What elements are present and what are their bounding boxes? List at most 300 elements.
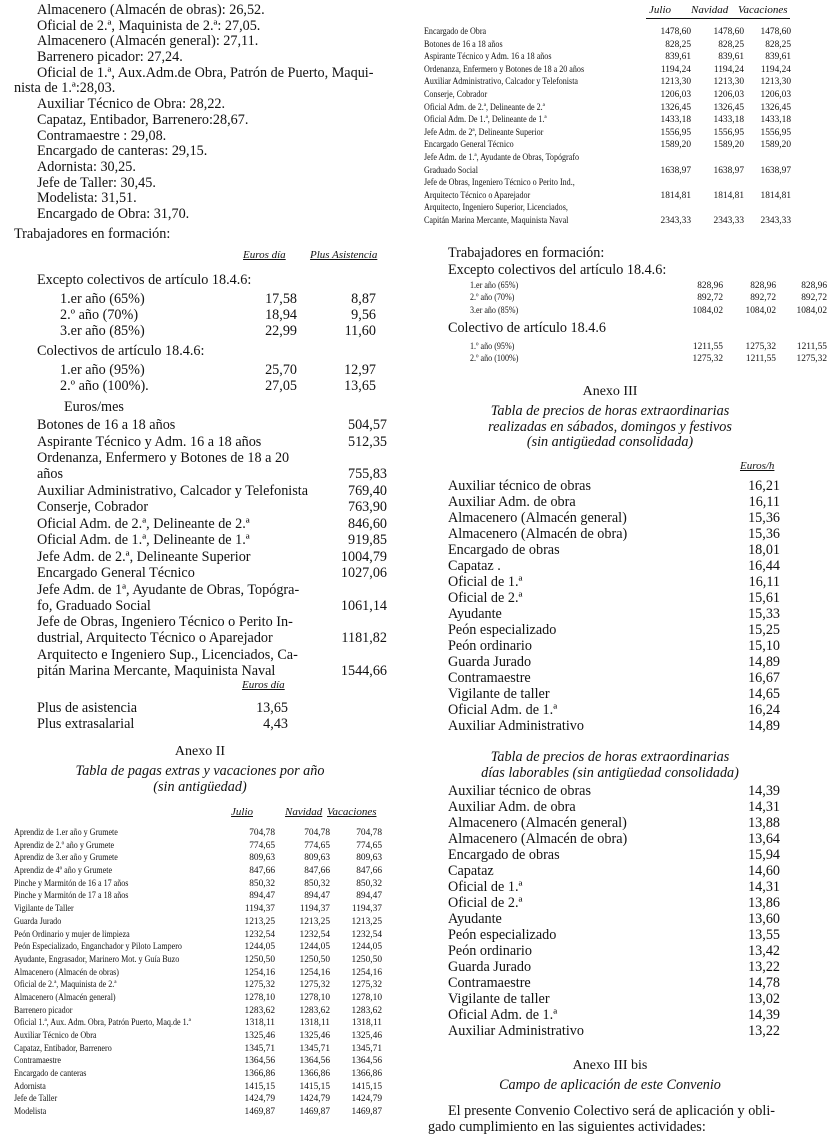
table-row bbox=[14, 1017, 382, 1030]
row-label: Botones de 16 a 18 años bbox=[424, 39, 503, 50]
row-vacaciones: 1638,97 bbox=[760, 165, 791, 176]
row-value: 15,33 bbox=[748, 606, 780, 622]
row-vacaciones: 1254,16 bbox=[351, 967, 382, 978]
row-vacaciones: 1345,71 bbox=[351, 1043, 382, 1054]
row-vacaciones: 828,96 bbox=[801, 281, 827, 291]
r-coll-table bbox=[470, 341, 827, 366]
row-vacaciones: 1366,86 bbox=[351, 1069, 382, 1080]
row-value: 1181,82 bbox=[341, 630, 387, 646]
table-row bbox=[37, 516, 387, 533]
row-julio: 1364,56 bbox=[244, 1056, 275, 1067]
row-label: 2.º año (70%) bbox=[60, 307, 139, 323]
row-label: 1.er año (65%) bbox=[470, 281, 519, 291]
row-navidad: 1213,25 bbox=[299, 916, 330, 927]
coll-title: Colectivos de artículo 18.4.6: bbox=[37, 343, 205, 359]
row-label: 2.º año (70%) bbox=[470, 293, 515, 304]
table-row bbox=[448, 590, 780, 606]
table-row bbox=[448, 606, 780, 622]
row-label: Encargado General Técnico bbox=[37, 565, 195, 581]
row-value-b: 12,97 bbox=[344, 362, 376, 378]
row-vacaciones: 1415,15 bbox=[351, 1081, 382, 1092]
row-vacaciones: 1469,87 bbox=[351, 1107, 382, 1118]
row-navidad: 1478,60 bbox=[713, 27, 744, 37]
table-row bbox=[37, 450, 387, 483]
row-julio: 1254,16 bbox=[244, 967, 275, 978]
row-vacaciones: 1211,55 bbox=[796, 342, 827, 352]
row-julio: 1194,37 bbox=[244, 904, 275, 915]
row-navidad: 1254,16 bbox=[299, 967, 330, 978]
row-vacaciones: 1275,32 bbox=[796, 354, 827, 365]
row-label: Oficial Adm. de 1.ª bbox=[448, 1007, 558, 1023]
row-value-a: 18,94 bbox=[265, 307, 297, 323]
row-label: Auxiliar Administrativo, Calcador y Telefonista bbox=[37, 482, 309, 499]
row-vacaciones: 1250,50 bbox=[351, 954, 382, 965]
row-value-b: 8,87 bbox=[351, 291, 376, 307]
r-except-table bbox=[470, 280, 827, 317]
table-row bbox=[14, 890, 382, 903]
row-julio: 1638,97 bbox=[660, 165, 691, 176]
table-row bbox=[448, 959, 780, 975]
row-label: Jefe Adm. de 1ª, Ayudante de Obras, Topógra- bbox=[37, 581, 300, 598]
row-julio: 828,96 bbox=[697, 281, 723, 291]
row-value: 512,35 bbox=[347, 433, 387, 450]
final-paragraph-1: El presente Convenio Colectivo será de aplicación y obli- bbox=[448, 1103, 775, 1119]
row-vacaciones: 1194,24 bbox=[760, 64, 791, 75]
r-col-vacaciones: Vacaciones bbox=[738, 4, 788, 16]
row-value: 16,11 bbox=[748, 494, 780, 510]
table-row bbox=[448, 1007, 780, 1023]
row-julio: 847,66 bbox=[249, 866, 275, 877]
table-row bbox=[14, 1093, 382, 1106]
row-label-2: Graduado Social bbox=[424, 165, 478, 176]
row-julio: 828,25 bbox=[665, 39, 691, 50]
table-row bbox=[448, 847, 780, 863]
row-label: Botones de 16 a 18 años bbox=[37, 417, 176, 433]
row-vacaciones: 1325,46 bbox=[351, 1031, 382, 1041]
table-row bbox=[60, 291, 380, 307]
table-row bbox=[448, 831, 780, 847]
row-navidad: 828,25 bbox=[718, 39, 744, 50]
row-navidad: 894,47 bbox=[304, 891, 330, 902]
except-table bbox=[60, 291, 380, 339]
table-row bbox=[14, 827, 382, 840]
row-label: Auxiliar Adm. de obra bbox=[448, 494, 576, 510]
table-row bbox=[470, 292, 827, 304]
row-label: Oficial Adm. de 2.ª, Delineante de 2.ª bbox=[37, 515, 250, 532]
row-vacaciones: 1283,62 bbox=[351, 1005, 382, 1016]
row-vacaciones: 850,32 bbox=[356, 878, 382, 889]
row-label: Almacenero (Almacén general) bbox=[14, 992, 116, 1003]
table-row bbox=[448, 558, 780, 574]
row-vacaciones: 1433,18 bbox=[760, 115, 791, 126]
r-coll-title: Colectivo de artículo 18.4.6 bbox=[448, 320, 606, 336]
table-row bbox=[37, 700, 387, 716]
anexo3bis-title: Anexo III bis bbox=[572, 1058, 648, 1073]
anexo3-sub-3: (sin antigüedad consolidada) bbox=[526, 434, 694, 450]
row-label: Aspirante Técnico y Adm. 16 a 18 años bbox=[37, 433, 262, 450]
row-navidad: 828,96 bbox=[750, 281, 776, 291]
laborables-table bbox=[448, 783, 780, 1039]
row-label: Oficial de 1.ª bbox=[448, 879, 523, 895]
row-vacaciones: 1556,95 bbox=[760, 127, 791, 138]
row-vacaciones: 892,72 bbox=[801, 293, 827, 304]
table-row bbox=[37, 434, 387, 451]
row-label: Auxiliar técnico de obras bbox=[448, 783, 592, 799]
row-label: Jefe Adm. de 2ª, Delineante Superior bbox=[424, 127, 544, 138]
row-julio: 1084,02 bbox=[692, 305, 723, 316]
table-row bbox=[448, 686, 780, 702]
row-label: Oficial de 2.ª bbox=[448, 590, 523, 606]
row-value: 13,60 bbox=[748, 911, 780, 927]
row-label: Jefe de Obras, Ingeniero Técnico o Perito Ind., bbox=[424, 178, 575, 189]
table-row bbox=[448, 526, 780, 542]
row-value: 16,24 bbox=[748, 702, 780, 718]
row-label: 1.er año (65%) bbox=[60, 291, 145, 307]
table-row bbox=[14, 852, 382, 865]
row-label: Vigilante de taller bbox=[448, 991, 550, 1007]
row-value: 4,43 bbox=[263, 716, 288, 732]
row-vacaciones: 1364,56 bbox=[351, 1056, 382, 1067]
salary-line: Encargado de Obra: 31,70. bbox=[37, 205, 190, 222]
row-julio: 1433,18 bbox=[660, 115, 691, 126]
table-row bbox=[470, 341, 827, 353]
table-row bbox=[448, 879, 780, 895]
table-row bbox=[37, 647, 387, 680]
row-vacaciones: 1589,20 bbox=[760, 140, 791, 151]
salary-line: Modelista: 31,51. bbox=[37, 190, 137, 207]
table-row bbox=[448, 943, 780, 959]
r-anexo2-table bbox=[424, 26, 791, 228]
except-title: Excepto colectivos de artículo 18.4.6: bbox=[37, 272, 252, 288]
table-row bbox=[14, 878, 382, 891]
table-row bbox=[14, 903, 382, 916]
row-vacaciones: 839,61 bbox=[765, 52, 791, 63]
row-label: 1.er año (95%) bbox=[60, 362, 145, 378]
row-value: 13,22 bbox=[748, 959, 780, 975]
row-value: 14,65 bbox=[748, 686, 780, 702]
row-label: Guarda Jurado bbox=[448, 959, 532, 975]
row-navidad: 1364,56 bbox=[299, 1056, 330, 1067]
row-label: Peón Ordinario y mujer de limpieza bbox=[14, 929, 130, 940]
row-julio: 1345,71 bbox=[244, 1043, 275, 1054]
anexo2-table bbox=[14, 827, 382, 1119]
row-value: 13,86 bbox=[748, 895, 780, 911]
table-row bbox=[14, 967, 382, 980]
euros-h-heading: Euros/h bbox=[740, 460, 775, 472]
row-label: Encargado de Obra bbox=[424, 27, 487, 37]
row-label: Almacenero (Almacén general) bbox=[448, 815, 627, 831]
row-value: 13,55 bbox=[748, 927, 780, 943]
r-trainees-title: Trabajadores en formación: bbox=[448, 245, 605, 261]
table-row bbox=[448, 622, 780, 638]
row-label: 2.º año (100%) bbox=[470, 354, 519, 365]
laborables-sub-2: días laborables (sin antigüedad consolidada) bbox=[481, 765, 739, 781]
row-julio: 1326,45 bbox=[660, 102, 691, 113]
salary-line: Contramaestre : 29,08. bbox=[37, 127, 167, 144]
row-value: 14,78 bbox=[748, 975, 780, 991]
row-label: Plus de asistencia bbox=[37, 700, 138, 716]
row-julio: 1213,25 bbox=[244, 916, 275, 927]
table-row bbox=[448, 478, 780, 494]
table-row bbox=[448, 991, 780, 1007]
row-label: Peón especializado bbox=[448, 622, 557, 638]
table-row bbox=[448, 911, 780, 927]
anexo2-subtitle-2: (sin antigüedad) bbox=[153, 779, 247, 795]
row-navidad: 1211,55 bbox=[745, 354, 776, 365]
anexo2-title: Anexo II bbox=[174, 744, 226, 759]
row-label: Vigilante de Taller bbox=[14, 904, 74, 915]
row-value: 919,85 bbox=[347, 532, 387, 548]
table-row bbox=[14, 1068, 382, 1081]
row-navidad: 1469,87 bbox=[299, 1107, 330, 1118]
row-navidad: 1084,02 bbox=[745, 305, 776, 316]
row-value: 15,61 bbox=[748, 590, 780, 606]
plus-col-heading: Euros día bbox=[242, 679, 285, 691]
row-label: Plus extrasalarial bbox=[37, 716, 135, 732]
row-label: Ayudante bbox=[448, 911, 502, 927]
row-navidad: 1556,95 bbox=[713, 127, 744, 138]
row-vacaciones: 1213,25 bbox=[351, 916, 382, 927]
table-row bbox=[448, 654, 780, 670]
salary-line: Adornista: 30,25. bbox=[37, 158, 136, 175]
row-label: Peón Especializado, Enganchador y Piloto Lampero bbox=[14, 942, 182, 953]
row-vacaciones: 2343,33 bbox=[760, 215, 791, 226]
row-vacaciones: 828,25 bbox=[765, 39, 791, 50]
table-row bbox=[424, 89, 791, 102]
row-label: Ayudante, Engrasador, Marinero Mot. y Guía Buzo bbox=[14, 954, 180, 965]
row-value: 15,36 bbox=[748, 510, 780, 526]
row-navidad: 850,32 bbox=[304, 878, 330, 889]
row-vacaciones: 1318,11 bbox=[351, 1018, 382, 1029]
row-vacaciones: 1326,45 bbox=[760, 102, 791, 113]
table-row bbox=[448, 638, 780, 654]
row-label: Oficial Adm. de 1.ª bbox=[448, 702, 558, 718]
table-row bbox=[14, 992, 382, 1005]
row-value: 14,31 bbox=[748, 879, 780, 895]
table-row bbox=[14, 1106, 382, 1119]
row-value: 14,89 bbox=[748, 654, 780, 670]
row-navidad: 1814,81 bbox=[713, 190, 744, 201]
row-value: 18,01 bbox=[748, 542, 780, 558]
row-julio: 1211,55 bbox=[692, 342, 723, 352]
row-label: Capataz . bbox=[448, 558, 501, 574]
row-label: Almacenero (Almacén de obra) bbox=[448, 831, 628, 847]
row-value: 13,02 bbox=[748, 991, 780, 1007]
table-row bbox=[14, 929, 382, 942]
table-row bbox=[14, 941, 382, 954]
table-row bbox=[448, 863, 780, 879]
col-plus-asistencia: Plus Asistencia bbox=[310, 249, 378, 261]
row-vacaciones: 1244,05 bbox=[351, 942, 382, 953]
salary-line: Capataz, Entibador, Barrenero:28,67. bbox=[37, 111, 249, 128]
row-navidad: 1345,71 bbox=[299, 1043, 330, 1054]
table-row bbox=[37, 582, 387, 615]
r-col-navidad: Navidad bbox=[691, 4, 729, 16]
row-julio: 1469,87 bbox=[244, 1107, 275, 1118]
row-label: Guarda Jurado bbox=[14, 916, 62, 927]
row-label: Peón ordinario bbox=[448, 943, 532, 959]
row-label: Encargado General Técnico bbox=[424, 140, 514, 151]
row-julio: 809,63 bbox=[249, 853, 275, 864]
r-except-title: Excepto colectivos del artículo 18.4.6: bbox=[448, 262, 667, 278]
row-label: Adornista bbox=[14, 1081, 46, 1092]
row-value-b: 9,56 bbox=[351, 307, 376, 323]
row-value: 769,40 bbox=[347, 482, 387, 499]
festivos-table bbox=[448, 478, 780, 734]
row-julio: 1275,32 bbox=[244, 980, 275, 991]
row-vacaciones: 1814,81 bbox=[760, 190, 791, 201]
table-row bbox=[424, 177, 791, 202]
row-value: 1544,66 bbox=[340, 662, 387, 679]
salary-line: Auxiliar Técnico de Obra: 28,22. bbox=[37, 96, 226, 113]
col-navidad: Navidad bbox=[285, 806, 323, 818]
row-label: Aspirante Técnico y Adm. 16 a 18 años bbox=[424, 52, 552, 63]
table-row bbox=[37, 614, 387, 647]
row-label: Contramaestre bbox=[14, 1056, 62, 1067]
row-navidad: 1250,50 bbox=[299, 954, 330, 965]
row-julio: 1556,95 bbox=[660, 127, 691, 138]
table-row bbox=[448, 702, 780, 718]
table-row bbox=[448, 718, 780, 734]
row-label: Contramaestre bbox=[448, 670, 531, 686]
table-row bbox=[448, 895, 780, 911]
row-label-2: dustrial, Arquitecto Técnico o Aparejador bbox=[37, 630, 273, 646]
salary-line: Encargado de canteras: 29,15. bbox=[37, 143, 208, 160]
salary-line: Oficial de 2.ª, Maquinista de 2.ª: 27,05. bbox=[37, 17, 261, 34]
row-value: 14,31 bbox=[748, 799, 780, 815]
table-row bbox=[424, 102, 791, 115]
table-row bbox=[424, 39, 791, 52]
row-label: Contramaestre bbox=[448, 975, 531, 991]
row-value: 15,25 bbox=[748, 622, 780, 638]
table-row bbox=[14, 840, 382, 853]
anexo2-subtitle: Tabla de pagas extras y vacaciones por año bbox=[75, 763, 325, 779]
row-navidad: 2343,33 bbox=[713, 215, 744, 226]
r-col-julio: Julio bbox=[649, 4, 671, 16]
row-label: 1.º año (95%) bbox=[470, 342, 515, 352]
row-label: Oficial de 2.ª, Maquinista de 2.ª bbox=[14, 980, 117, 991]
row-navidad: 1278,10 bbox=[299, 992, 330, 1003]
row-julio: 704,78 bbox=[249, 828, 275, 838]
row-label: Auxiliar Adm. de obra bbox=[448, 799, 576, 815]
table-row bbox=[448, 1023, 780, 1039]
row-label: Peón ordinario bbox=[448, 638, 532, 654]
table-row bbox=[424, 139, 791, 152]
row-vacaciones: 704,78 bbox=[356, 828, 382, 838]
row-julio: 892,72 bbox=[697, 293, 723, 304]
salary-list bbox=[14, 2, 386, 222]
table-row bbox=[14, 979, 382, 992]
row-label: Jefe de Taller bbox=[14, 1094, 58, 1105]
row-navidad: 1283,62 bbox=[299, 1005, 330, 1016]
row-vacaciones: 1278,10 bbox=[351, 992, 382, 1003]
row-label: Oficial de 1.ª bbox=[448, 574, 523, 590]
row-navidad: 1433,18 bbox=[713, 115, 744, 126]
table-row bbox=[424, 114, 791, 127]
row-label: Encargado de obras bbox=[448, 847, 560, 863]
row-vacaciones: 809,63 bbox=[356, 853, 382, 864]
row-value: 16,11 bbox=[748, 574, 780, 590]
row-label: Arquitecto, Ingeniero Superior, Licenciados, bbox=[424, 203, 568, 214]
coll-table bbox=[60, 362, 380, 394]
row-label: Pinche y Marmitón de 16 a 17 años bbox=[14, 878, 129, 889]
final-paragraph-2: gado cumplimiento en las siguientes actividades: bbox=[428, 1119, 706, 1135]
row-julio: 1366,86 bbox=[244, 1069, 275, 1080]
row-julio: 1415,15 bbox=[244, 1081, 275, 1092]
table-row bbox=[424, 202, 791, 227]
anexo3-sub-2: realizadas en sábados, domingos y festivos bbox=[488, 419, 732, 435]
row-navidad: 839,61 bbox=[718, 52, 744, 63]
row-label: Almacenero (Almacén general) bbox=[448, 510, 627, 526]
row-label-2: fo, Graduado Social bbox=[37, 597, 151, 614]
row-value: 15,36 bbox=[748, 526, 780, 542]
salary-line: Almacenero (Almacén general): 27,11. bbox=[37, 33, 259, 50]
row-label-2: años bbox=[37, 466, 64, 482]
row-vacaciones: 894,47 bbox=[356, 891, 382, 902]
anexo3-title: Anexo III bbox=[582, 384, 638, 399]
row-navidad: 1638,97 bbox=[713, 165, 744, 176]
row-navidad: 1366,86 bbox=[299, 1069, 330, 1080]
row-label: Auxiliar Administrativo, Calcador y Telefonista bbox=[424, 77, 579, 88]
row-value: 16,67 bbox=[748, 670, 780, 686]
row-label: Ayudante bbox=[448, 606, 502, 622]
row-value: 1061,14 bbox=[340, 597, 387, 614]
table-row bbox=[448, 542, 780, 558]
row-value-b: 11,60 bbox=[344, 323, 376, 339]
table-row bbox=[470, 280, 827, 292]
row-label: Vigilante de taller bbox=[448, 686, 550, 702]
table-row bbox=[14, 1081, 382, 1094]
table-row bbox=[37, 417, 387, 434]
salary-line: nista de 1.ª:28,03. bbox=[14, 80, 116, 97]
table-row bbox=[470, 305, 827, 317]
row-label: Pinche y Marmitón de 17 a 18 años bbox=[14, 891, 129, 902]
row-julio: 1278,10 bbox=[244, 992, 275, 1003]
row-julio: 1424,79 bbox=[244, 1094, 275, 1105]
row-label: Peón especializado bbox=[448, 927, 557, 943]
row-julio: 1478,60 bbox=[660, 27, 691, 37]
row-julio: 774,65 bbox=[249, 840, 275, 851]
table-row bbox=[448, 815, 780, 831]
row-label: Aprendiz de 4º año y Grumete bbox=[14, 866, 113, 877]
row-label: Auxiliar Administrativo bbox=[448, 718, 584, 734]
table-row bbox=[14, 1043, 382, 1056]
row-value: 14,39 bbox=[748, 783, 780, 799]
table-row bbox=[14, 865, 382, 878]
row-label: Oficial de 2.ª bbox=[448, 895, 523, 911]
row-julio: 1318,11 bbox=[244, 1018, 275, 1029]
row-label: Oficial 1.ª, Aux. Adm. Obra, Patrón Puerto, Maq.de 1.ª bbox=[14, 1018, 191, 1029]
table-row bbox=[448, 799, 780, 815]
row-value: 846,60 bbox=[347, 515, 387, 532]
r-header-rule bbox=[646, 18, 790, 19]
row-label: Barrenero picador bbox=[14, 1005, 73, 1016]
row-label: Almacenero (Almacén de obras) bbox=[14, 967, 119, 978]
row-label: 3.er año (85%) bbox=[60, 323, 145, 339]
salary-line: Barrenero picador: 27,24. bbox=[37, 49, 183, 66]
row-label: Modelista bbox=[14, 1107, 47, 1118]
laborables-sub-1: Tabla de precios de horas extraordinarias bbox=[490, 749, 730, 765]
row-label: Encargado de obras bbox=[448, 542, 560, 558]
row-label: Aprendiz de 2.º año y Grumete bbox=[14, 840, 115, 851]
row-julio: 1589,20 bbox=[660, 140, 691, 151]
row-label: Auxiliar Administrativo bbox=[448, 1023, 584, 1039]
row-navidad: 774,65 bbox=[304, 840, 330, 851]
row-navidad: 1275,32 bbox=[299, 980, 330, 991]
table-row bbox=[424, 76, 791, 89]
row-navidad: 1275,32 bbox=[745, 342, 776, 352]
row-julio: 894,47 bbox=[249, 891, 275, 902]
